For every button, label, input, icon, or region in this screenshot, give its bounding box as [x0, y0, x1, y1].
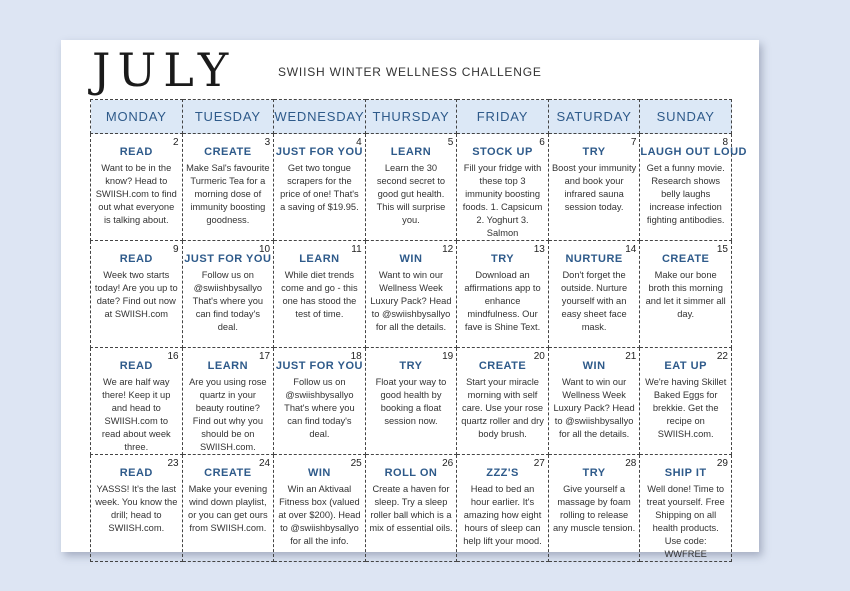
day-activity-title: TRY [582, 146, 606, 158]
day-number: 16 [167, 351, 179, 362]
day-activity-text: While diet trends come and go - this one has stood the test of time. [281, 270, 358, 319]
day-cell [640, 241, 732, 348]
day-cell [274, 348, 366, 455]
day-activity-title: ZZZ'S [486, 467, 519, 479]
calendar-grid [90, 99, 747, 562]
day-cell [182, 455, 274, 562]
day-activity-text: Well done! Time to treat yourself. Free Shipping on all health products. Use code: WWFREE [646, 484, 725, 559]
day-activity-text: Get two tongue scrapers for the price of one! That's a saving of $19.95. [280, 163, 359, 212]
day-activity-text: Make our bone broth this morning and let it simmer all day. [645, 270, 726, 319]
day-activity-title: LEARN [390, 146, 432, 158]
day-number: 18 [350, 351, 362, 362]
day-activity-title: WIN [582, 360, 606, 372]
day-cell [274, 455, 366, 562]
day-activity-text: Make your evening wind down playlist, or you can get ours from SWIISH.com. [188, 484, 268, 533]
day-number: 25 [350, 458, 362, 469]
day-activity-text: Don't forget the outside. Nurture yourself with an easy sheet face mask. [561, 270, 628, 332]
day-activity-text: Follow us on @swiishbysallyo That's where you can find today's deal. [284, 377, 355, 439]
day-number: 26 [442, 458, 454, 469]
day-cell [91, 241, 183, 348]
day-activity-text: Want to win our Wellness Week Luxury Pack? Head to @swiishbysallyo for all the details. [553, 377, 635, 439]
day-activity-text: Create a haven for sleep. Try a sleep roller ball which is a mix of essential oils. [369, 484, 453, 533]
day-activity-title: READ [119, 146, 153, 158]
day-number: 23 [167, 458, 179, 469]
day-cell [548, 241, 640, 348]
day-activity-title: JUST FOR YOU [275, 146, 363, 158]
day-cell [274, 241, 366, 348]
day-activity-text: Want to win our Wellness Week Luxury Pack? Head to @swiishbysallyo for all the details. [370, 270, 452, 332]
day-activity-title: JUST FOR YOU [275, 360, 363, 372]
day-number: 27 [533, 458, 545, 469]
day-activity-title: READ [119, 253, 153, 265]
day-cell [457, 348, 549, 455]
day-number: 11 [351, 244, 362, 255]
day-cell [182, 241, 274, 348]
calendar-week-row [91, 348, 732, 455]
day-cell [640, 134, 747, 241]
day-activity-text: Start your miracle morning with self care. Use your rose quartz roller and dry body brush. [461, 377, 544, 439]
day-cell [640, 348, 732, 455]
weekday-header-row [91, 100, 732, 134]
day-cell [365, 455, 457, 562]
day-number: 17 [259, 351, 271, 362]
day-activity-text: Want to be in the know? Head to SWIISH.com to find out what everyone is talking about. [95, 163, 177, 225]
weekday-header: SATURDAY [548, 100, 640, 134]
day-activity-title: SHIP IT [664, 467, 707, 479]
day-number: 9 [173, 244, 179, 255]
day-activity-text: Give yourself a massage by foam rolling to release any muscle tension. [553, 484, 636, 533]
day-number: 6 [539, 137, 545, 148]
challenge-subtitle: SWIISH WINTER WELLNESS CHALLENGE [278, 65, 542, 79]
day-activity-text: Win an Aktivaal Fitness box (valued at over $200). Head to @swiishbysallyo for all the info. [278, 484, 361, 546]
day-cell [91, 348, 183, 455]
day-number: 29 [716, 458, 728, 469]
day-activity-title: LAUGH OUT LOUD [640, 146, 747, 158]
day-number: 21 [625, 351, 637, 362]
day-number: 4 [356, 137, 362, 148]
day-number: 24 [259, 458, 271, 469]
day-cell [91, 134, 183, 241]
day-number: 7 [630, 137, 637, 148]
day-activity-text: Week two starts today! Are you up to date? Find out now at SWIISH.com [94, 270, 178, 319]
calendar-week-row [91, 455, 732, 562]
day-cell [365, 241, 457, 348]
day-number: 5 [447, 137, 454, 148]
day-activity-text: Boost your immunity and book your infrared sauna session today. [551, 163, 637, 212]
calendar-sheet [61, 40, 759, 559]
day-activity-text: Fill your fridge with these top 3 immunity boosting foods. 1. Capsicum 2. Yoghurt 3. Salmon [462, 163, 543, 238]
day-cell [548, 348, 640, 455]
weekday-header: SUNDAY [640, 100, 732, 134]
day-activity-title: CREATE [204, 467, 252, 479]
day-cell [365, 348, 457, 455]
day-cell [640, 455, 732, 562]
day-activity-text: Are you using rose quartz in your beauty routine? Find out why you should be on SWIISH.com. [189, 377, 267, 452]
day-activity-title: READ [119, 467, 153, 479]
day-activity-text: Float your way to good health by booking a float session now. [375, 377, 447, 426]
day-activity-text: Make Sal's favourite Turmeric Tea for a morning dose of immunity boosting goodness. [186, 163, 270, 225]
day-activity-title: LEARN [207, 360, 249, 372]
day-number: 20 [533, 351, 545, 362]
day-cell [457, 455, 549, 562]
day-activity-title: WIN [307, 467, 331, 479]
day-activity-text: We're having Skillet Baked Eggs for brekkie. Get the recipe on SWIISH.com. [645, 377, 727, 439]
day-activity-title: ROLL ON [384, 467, 438, 479]
day-activity-title: TRY [582, 467, 606, 479]
day-activity-text: Get a funny movie. Research shows belly laughs increase infection fighting antibodies. [646, 163, 725, 225]
day-number: 13 [533, 244, 545, 255]
day-number: 15 [716, 244, 728, 255]
day-cell [457, 134, 549, 241]
day-activity-text: Head to bed an hour earlier. It's amazing how eight hours of sleep can help lift your mood. [463, 484, 542, 546]
day-activity-title: NURTURE [565, 253, 623, 265]
day-activity-title: TRY [490, 253, 515, 265]
day-cell [182, 348, 274, 455]
day-activity-title: WIN [399, 253, 423, 265]
day-activity-text: Follow us on @swiishbysallyo That's where you can find today's deal. [192, 270, 264, 332]
day-number: 12 [442, 244, 454, 255]
day-activity-title: TRY [399, 360, 423, 372]
day-number: 28 [625, 458, 637, 469]
weekday-header: FRIDAY [457, 100, 549, 134]
day-cell [548, 134, 640, 241]
day-cell [274, 134, 366, 241]
weekday-header: TUESDAY [182, 100, 274, 134]
day-number: 22 [716, 351, 728, 362]
day-activity-title: CREATE [478, 360, 527, 372]
calendar-week-row [91, 134, 732, 241]
weekday-header: WEDNESDAY [274, 100, 366, 134]
day-activity-title: JUST FOR YOU [184, 253, 272, 265]
day-number: 2 [173, 137, 179, 148]
day-activity-text: YASSS! It's the last week. You know the drill; head to SWIISH.com. [95, 484, 178, 533]
day-activity-text: We are half way there! Keep it up and head to SWIISH.com to read about week three. [101, 377, 171, 452]
day-activity-text: Download an affirmations app to enhance mindfulness. Our fave is Shine Text. [464, 270, 541, 332]
day-cell [182, 134, 274, 241]
day-activity-title: STOCK UP [472, 146, 533, 158]
day-cell [91, 455, 183, 562]
calendar-week-row [91, 241, 732, 348]
day-activity-title: READ [119, 360, 153, 372]
day-number: 14 [625, 244, 637, 255]
day-activity-title: LEARN [299, 253, 340, 265]
day-activity-title: EAT UP [664, 360, 707, 372]
month-title: JULY [92, 43, 236, 97]
weekday-header: THURSDAY [365, 100, 457, 134]
day-cell [457, 241, 549, 348]
day-cell [365, 134, 457, 241]
day-number: 19 [442, 351, 454, 362]
day-cell [548, 455, 640, 562]
day-number: 3 [264, 137, 271, 148]
day-number: 10 [259, 244, 271, 255]
day-activity-title: CREATE [204, 146, 252, 158]
weekday-header: MONDAY [91, 100, 183, 134]
day-activity-text: Learn the 30 second secret to good gut health. This will surprise you. [376, 163, 446, 225]
day-number: 8 [722, 137, 728, 148]
day-activity-title: CREATE [661, 253, 710, 265]
